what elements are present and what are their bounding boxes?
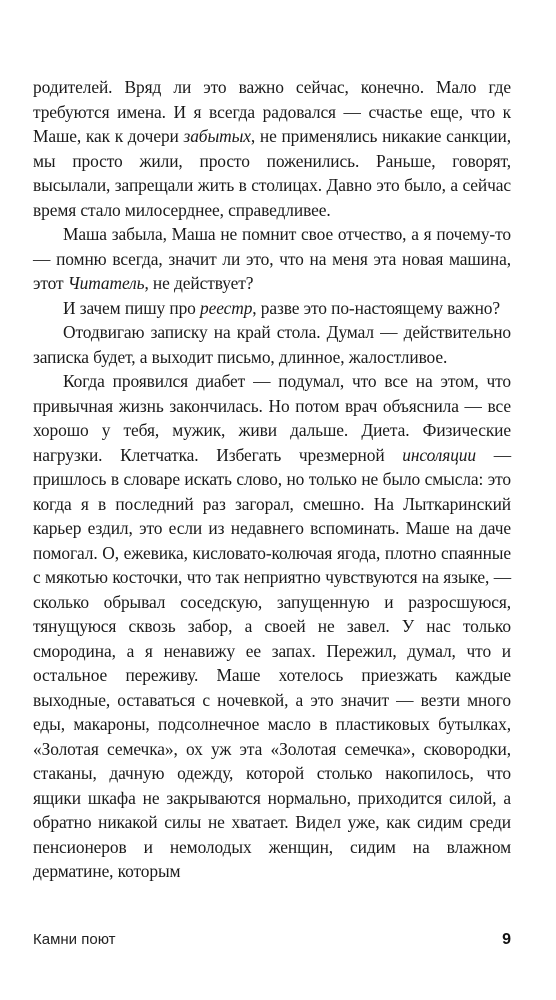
- paragraph: [33, 222, 511, 296]
- text-run: — пришлось в словаре искать слово, но только не было смысла: это когда я в последний раз загорал, смешно. На Лыткаринский карьер ездил, это если из недавнего вспоминать. Маше на даче помогал. О, ежевика, кисловато-колючая ягода, плотно спаянные с мякотью косточки, что так неприятно чувствуются на языке, — сколько обрывал соседскую, запущенную и разросшуюся, тянущуюся сквозь забор, а своей не завел. У нас только смородина, а я ненавижу ее запах. Пережил, думал, что и остальное переживу. Маше хотелось приезжать каждые выходные, оставаться с ночевкой, а это значит — везти много еды, макароны, подсолнечное масло в пластиковых бутылках, «Золотая семечка», ох уж эта «Золотая семечка», сковородки, стаканы, дачную одежду, которой столько накопилось, что ящики шкафа не закрываются нормально, приходится силой, а обратно никакой силы не хватает. Видел уже, как сидим среди пенсионеров и немолодых женщин, сидим на влажном дерматине, которым: [33, 444, 511, 881]
- italic-term: инсоляции: [402, 444, 476, 465]
- paragraph: [33, 369, 511, 884]
- page-footer: [33, 931, 511, 949]
- page-number: 9: [502, 931, 511, 948]
- text-run: , разве это по-настоящему важно?: [252, 297, 500, 318]
- italic-term: реестр: [200, 297, 253, 318]
- running-title: Камни поют: [33, 931, 116, 948]
- italic-term: забытых: [183, 126, 251, 146]
- paragraph: [33, 320, 511, 369]
- text-run: Маша забыла, Маша не помнит свое отчество, а я почему-то — помню всегда, значит ли это, что на меня эта новая машина, этот: [33, 224, 511, 293]
- text-run: Отодвигаю записку на край стола. Думал — действительно записка будет, а выходит письмо, длинное, жалостливое.: [33, 322, 511, 367]
- page-body: [33, 75, 511, 884]
- text-run: Когда проявился диабет — подумал, что все на этом, что привычная жизнь закончилась. Но потом врач объяснила — все хорошо у тебя, мужик, живи дальше. Диета. Физические нагрузки. Клетчатка. Избегать чрезмерной: [33, 371, 511, 465]
- text-run: , не действует?: [144, 273, 254, 293]
- paragraph: [33, 75, 511, 222]
- text-run: родителей. Вряд ли это важно сейчас, конечно. Мало где требуются имена. И я всегда радовался — счастье еще, что к Маше, как к дочери: [33, 77, 511, 146]
- text-run: И зачем пишу про: [63, 297, 201, 318]
- paragraph: [33, 296, 511, 321]
- italic-term: Читатель: [67, 273, 145, 293]
- text-run: , не применялись никакие санкции, мы просто жили, просто поженились. Раньше, говорят, высылали, запрещали жить в столицах. Давно это было, а сейчас время стало милосерднее, справедливее.: [33, 126, 512, 220]
